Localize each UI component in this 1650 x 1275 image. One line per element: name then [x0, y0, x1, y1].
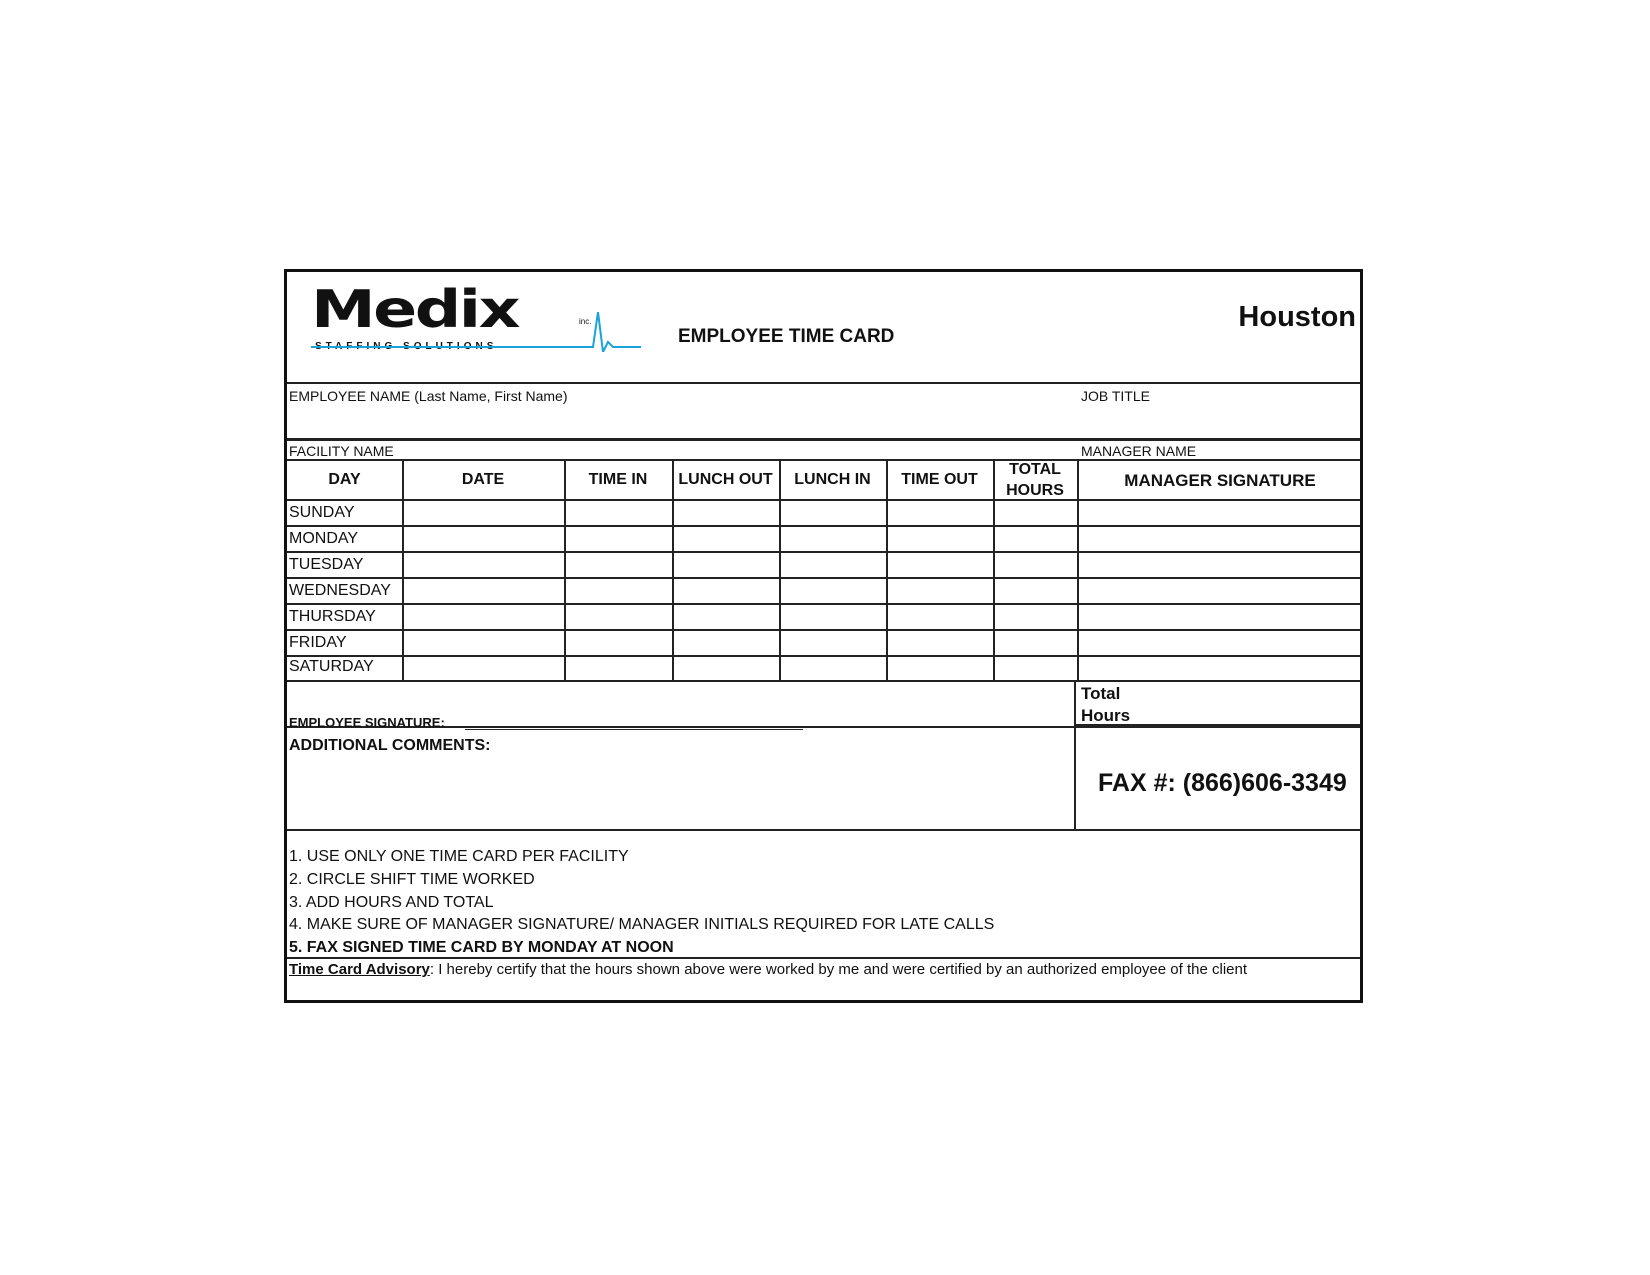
- employee-signature-label: EMPLOYEE SIGNATURE:: [289, 715, 445, 730]
- logo-brand: Medix: [311, 280, 519, 340]
- day-friday: FRIDAY: [289, 634, 347, 651]
- facility-name-label: FACILITY NAME: [289, 443, 394, 459]
- fax-number: FAX #: (866)606-3349: [1098, 769, 1347, 797]
- logo-suffix: inc.: [579, 317, 592, 326]
- employee-name-label: EMPLOYEE NAME (Last Name, First Name): [289, 388, 568, 404]
- location-label: Houston: [1238, 301, 1356, 333]
- header-time-out: TIME OUT: [901, 471, 978, 488]
- header-total-hours-line2: HOURS: [1006, 482, 1064, 499]
- day-wednesday: WEDNESDAY: [289, 582, 391, 599]
- instruction-5: 5. FAX SIGNED TIME CARD BY MONDAY AT NOON: [289, 939, 674, 956]
- header-date: DATE: [461, 471, 505, 488]
- instruction-3: 3. ADD HOURS AND TOTAL: [289, 894, 494, 911]
- day-monday: MONDAY: [289, 530, 359, 547]
- medix-logo: [311, 282, 641, 352]
- header-day: DAY: [328, 471, 361, 488]
- header-lunch-in: LUNCH IN: [794, 471, 871, 488]
- header-manager-signature: MANAGER SIGNATURE: [1124, 471, 1316, 490]
- header-lunch-out: LUNCH OUT: [678, 471, 773, 488]
- instruction-4: 4. MAKE SURE OF MANAGER SIGNATURE/ MANAGER INITIALS REQUIRED FOR LATE CALLS: [289, 916, 995, 933]
- job-title-label: JOB TITLE: [1081, 388, 1150, 404]
- day-thursday: THURSDAY: [289, 608, 376, 625]
- instruction-1: 1. USE ONLY ONE TIME CARD PER FACILITY: [289, 848, 629, 865]
- advisory-label: Time Card Advisory: [289, 961, 430, 978]
- logo-tagline: STAFFING SOLUTIONS: [315, 341, 498, 352]
- employee-signature-line[interactable]: [465, 729, 803, 730]
- day-tuesday: TUESDAY: [289, 556, 364, 573]
- total-hours-label-line1: Total: [1081, 684, 1121, 703]
- total-hours-label-line2: Hours: [1081, 706, 1131, 725]
- advisory: [289, 962, 1247, 977]
- advisory-text: : I hereby certify that the hours shown above were worked by me and were certified by an authorized employee of the client: [429, 961, 1248, 978]
- header-total-hours-line1: TOTAL: [1009, 461, 1061, 478]
- manager-name-label: MANAGER NAME: [1081, 443, 1197, 459]
- heartbeat-pulse-icon: [311, 312, 641, 352]
- page-title: EMPLOYEE TIME CARD: [678, 326, 895, 347]
- header-time-in: TIME IN: [588, 471, 648, 488]
- instruction-2: 2. CIRCLE SHIFT TIME WORKED: [289, 871, 535, 888]
- day-saturday: SATURDAY: [289, 658, 374, 675]
- day-sunday: SUNDAY: [289, 504, 355, 521]
- time-card: [284, 269, 1363, 1003]
- additional-comments-label: ADDITIONAL COMMENTS:: [289, 737, 491, 754]
